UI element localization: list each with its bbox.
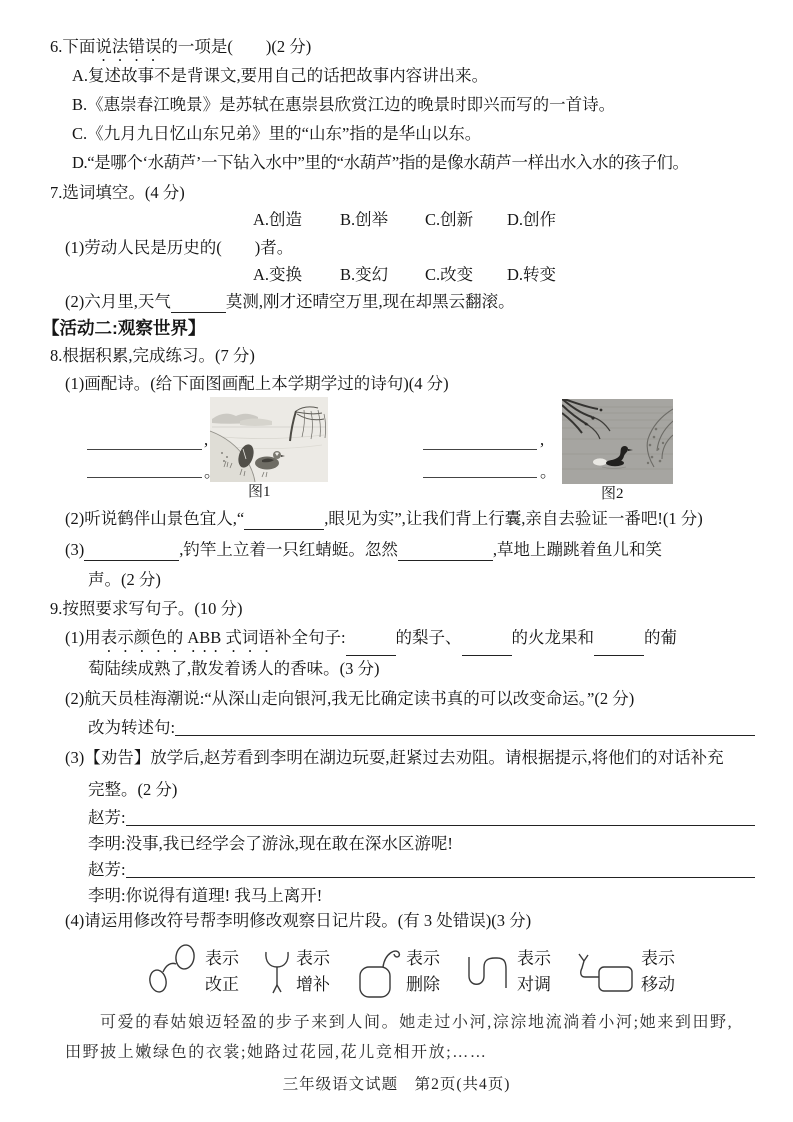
q9-sub2-retell-label: 改为转述句:	[88, 718, 176, 737]
q9-sub3-line1: (3)【劝告】放学后,赵芳看到李明在湖边玩耍,赶紧过去劝阻。请根据提示,将他们的对话补充	[65, 748, 724, 767]
q9-sub1-blank1	[346, 638, 396, 656]
q9-dialog3-speaker: 赵芳:	[88, 860, 126, 879]
q9-sub3-line2: 完整。(2 分)	[88, 780, 178, 799]
page-footer: 三年级语文试题 第2页(共4页)	[282, 1076, 511, 1093]
deletion-mark-label	[406, 946, 440, 998]
q6-stem-pre: 6.下面	[50, 37, 96, 56]
move-mark-label	[641, 946, 675, 998]
figure2-photo-duck-swimming	[562, 399, 673, 484]
q7-sub2-answer-blank	[171, 295, 226, 313]
q7-row1-option-c: C.创新	[425, 210, 474, 229]
q7-row2-option-c: C.改变	[425, 265, 474, 284]
move-mark-icon	[572, 950, 636, 998]
fig2-period: 。	[540, 462, 557, 481]
q7-row1-option-d: D.创作	[507, 210, 557, 229]
q9-sub1-cont: 萄陆续成熟了,散发着诱人的香味。(3 分)	[88, 659, 380, 678]
figure2-caption: 图2	[601, 486, 624, 502]
fig1-verse-line1	[87, 448, 202, 450]
q8-sub2-post: ,眼见为实”,让我们背上行囊,亲自去验证一番吧!(1 分)	[324, 509, 703, 528]
q7-row2-option-d: D.转变	[507, 265, 557, 284]
q7-sub2	[65, 291, 515, 313]
diary-passage-line1: 可爱的春姑娘迈轻盈的步子来到人间。她走过小河,淙淙地流淌着小河;她来到田野,	[100, 1014, 734, 1031]
insertion-mark-label	[296, 946, 330, 998]
diary-passage-line2: 田野披上嫩绿色的衣裳;她路过花园,花儿竞相开放;……	[65, 1044, 488, 1061]
q6-option-d: D.“是哪个‘水葫芦’一下钻入水中”里的“水葫芦”指的是像水葫芦一样出水入水的孩子们。	[72, 153, 689, 172]
transpose-label-line1: 表示	[517, 949, 551, 968]
q9-dialog1-blank	[126, 824, 755, 826]
figure1-ink-painting-spring-river-ducks	[210, 397, 328, 482]
figure1-caption: 图1	[248, 484, 271, 500]
transpose-mark-label	[517, 946, 551, 998]
fig1-verse-line2	[87, 476, 202, 478]
q9-sub4: (4)请运用修改符号帮李明修改观察日记片段。(有 3 处错误)(3 分)	[65, 911, 532, 930]
q7-row1-option-a: A.创造	[253, 210, 303, 229]
correction-label-line1: 表示	[205, 949, 239, 968]
q6-stem-post: 的一项是( )(2 分)	[161, 37, 312, 56]
deletion-label-line1: 表示	[406, 949, 440, 968]
insertion-label-line1: 表示	[296, 949, 330, 968]
section2-heading: 【活动二:观察世界】	[42, 318, 206, 338]
q8-stem: 8.根据积累,完成练习。(7 分)	[50, 346, 255, 365]
transpose-label-line2: 对调	[517, 975, 551, 994]
q8-sub3	[65, 539, 662, 561]
q9-sub1-t2: 的火龙果和	[511, 628, 595, 647]
q8-sub1: (1)画配诗。(给下面图画配上本学期学过的诗句)(4 分)	[65, 374, 449, 393]
q9-sub1	[65, 627, 677, 656]
q9-dialog3-blank	[126, 876, 755, 878]
q8-sub3-pre: (3)	[65, 540, 85, 559]
move-label-line2: 移动	[641, 975, 675, 994]
deletion-mark-icon	[356, 944, 404, 1000]
q9-dialog-zhaofang2	[88, 859, 755, 881]
q9-stem: 9.按照要求写句子。(10 分)	[50, 599, 243, 618]
q7-row2-option-a: A.变换	[253, 265, 303, 284]
q9-sub1-blank2	[462, 638, 512, 656]
q6-stem-emphasis: 说法错误	[95, 37, 162, 56]
q9-sub1-pre: (1)用	[65, 628, 101, 647]
move-label-line1: 表示	[641, 949, 675, 968]
q7-sub1: (1)劳动人民是历史的( )者。	[65, 238, 294, 257]
q9-sub1-t1: 的梨子、	[395, 628, 462, 647]
fig2-verse-line2	[423, 476, 537, 478]
fig2-verse-line1	[423, 448, 537, 450]
transpose-mark-icon	[464, 952, 512, 998]
q6-stem	[50, 36, 311, 65]
q9-dialog1-speaker: 赵芳:	[88, 808, 126, 827]
q8-sub2-pre: (2)听说鹤伴山景色宜人,“	[65, 509, 245, 528]
correction-label-line2: 改正	[205, 975, 239, 994]
q9-sub1-post: 补全句子:	[274, 628, 346, 647]
q6-option-a: A.复述故事不是背课文,要用自己的话把故事内容讲出来。	[72, 66, 489, 85]
q8-sub3-post: ,草地上蹦跳着鱼儿和笑	[492, 540, 662, 559]
q6-option-c: C.《九月九日忆山东兄弟》里的“山东”指的是华山以东。	[72, 124, 482, 143]
correction-mark-icon	[147, 944, 199, 998]
q8-sub3-answer-blank2	[398, 543, 493, 561]
q9-dialog-zhaofang1	[88, 807, 755, 829]
q7-sub2-pre: (2)六月里,天气	[65, 292, 171, 311]
q8-sub3-cont: 声。(2 分)	[88, 570, 161, 589]
q8-sub2	[65, 508, 703, 530]
q7-sub2-post: 莫测,刚才还晴空万里,现在却黑云翻滚。	[225, 292, 515, 311]
q9-sub1-emphasis: 表示颜色的 ABB 式词语	[100, 628, 275, 647]
q7-row2-option-b: B.变幻	[340, 265, 389, 284]
q9-sub1-blank3	[594, 638, 644, 656]
q9-sub2-retell	[88, 717, 755, 739]
q9-dialog-liming2: 李明:你说得有道理! 我马上离开!	[88, 886, 323, 905]
q8-sub3-answer-blank1	[84, 543, 179, 561]
q9-sub2-retell-blank	[175, 734, 755, 736]
insertion-mark-icon	[263, 948, 293, 1000]
insertion-label-line2: 增补	[296, 975, 330, 994]
q9-sub1-t3: 的葡	[644, 628, 678, 647]
fig1-period: 。	[204, 462, 221, 481]
q6-option-b: B.《惠崇春江晚景》是苏轼在惠崇县欣赏江边的晚景时即兴而写的一首诗。	[72, 95, 616, 114]
q9-sub2: (2)航天员桂海潮说:“从深山走向银河,我无比确定读书真的可以改变命运。”(2 分)	[65, 689, 635, 708]
deletion-label-line2: 删除	[406, 975, 440, 994]
fig2-comma: ,	[540, 430, 545, 449]
q9-dialog-liming1: 李明:没事,我已经学会了游泳,现在敢在深水区游呢!	[88, 834, 453, 853]
q8-sub2-answer-blank	[244, 512, 324, 530]
q7-row1-option-b: B.创举	[340, 210, 389, 229]
q7-stem: 7.选词填空。(4 分)	[50, 183, 185, 202]
correction-mark-label	[205, 946, 239, 998]
fig1-comma: ,	[204, 430, 209, 449]
q8-sub3-mid: ,钓竿上立着一只红蜻蜓。忽然	[179, 540, 398, 559]
